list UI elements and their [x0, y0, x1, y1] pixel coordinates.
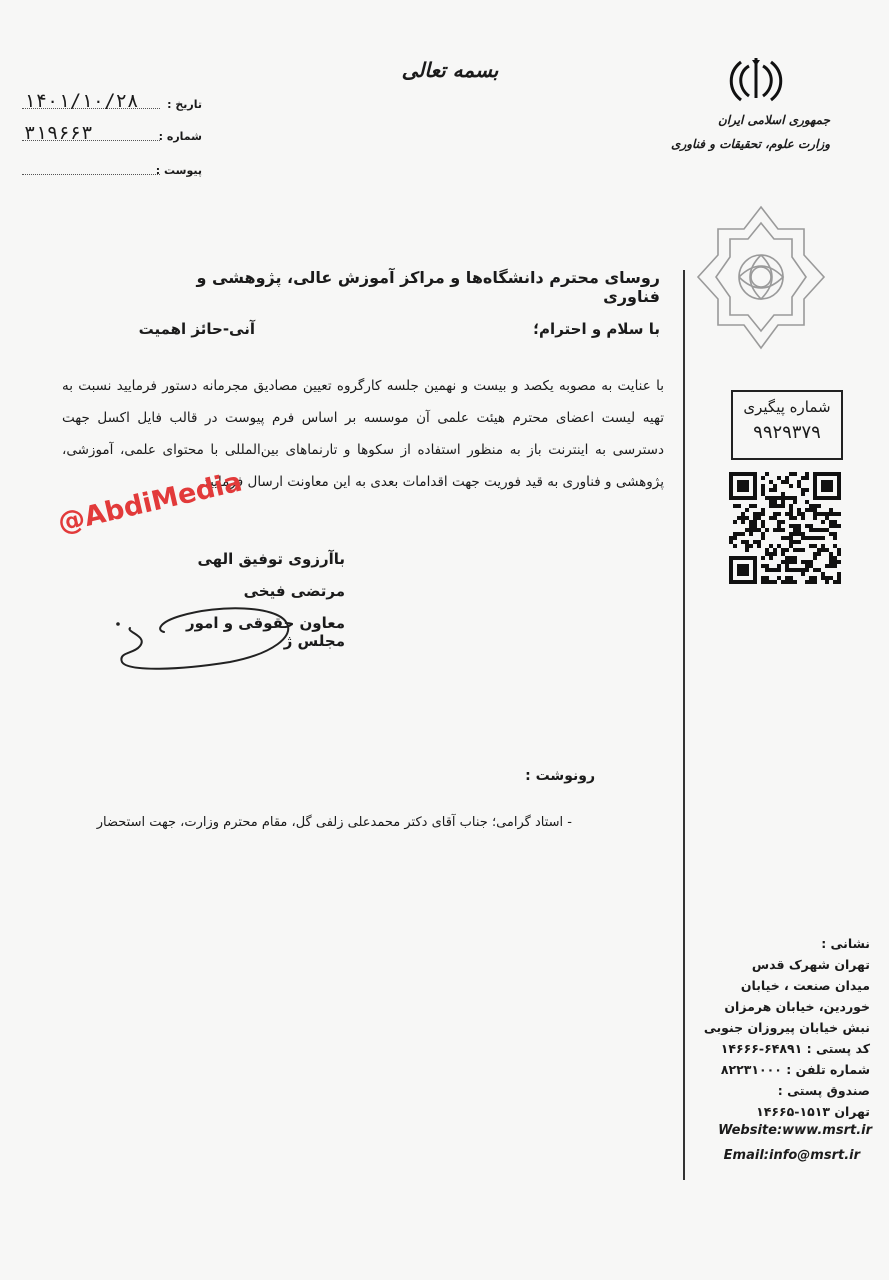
address-line: خوردین، خیابان هرمزان [724, 999, 870, 1014]
greeting: با سلام و احترام؛ [533, 320, 660, 338]
letter-body: با عنایت به مصوبه یکصد و بیست و نهمین جلسه کارگروه تعیین مصادیق مجرمانه دستور فرمایید نسبت به تهیه لیست اعضای محترم هیئت علمی آن موسسه بر اساس فرم پیوست در قالب فایل اکسل جهت دسترسی به اینترنت باز به منظور استفاده از سکوها و تارنماهای بین‌المللی با محتوای علمی، آموزشی، پژوهشی و فناوری به قید فوریت جهت اقدامات بعدی به این معاونت ارسال فرمایید. [62, 378, 664, 490]
tracking-label: شماره پیگیری [743, 398, 831, 416]
vertical-divider [683, 270, 685, 1180]
watermark: @AbdiMedia [55, 466, 245, 539]
address-line: صندوق پستی : [777, 1083, 870, 1098]
attachment-label: پیوست : [155, 164, 202, 177]
email-link[interactable]: Email:info@msrt.ir [723, 1148, 860, 1163]
address-line: شماره تلفن : ۸۲۲۳۱۰۰۰ [720, 1062, 870, 1077]
address-block [690, 933, 870, 1122]
date-label: تاریخ : [167, 98, 202, 111]
address-line: کد پستی : ۶۴۸۹۱-۱۴۶۶۶ [720, 1041, 870, 1056]
number-label: شماره : [158, 130, 202, 143]
number-row [22, 122, 202, 148]
country-name: جمهوری اسلامی ایران [717, 113, 830, 127]
ornament-icon [696, 205, 826, 350]
tracking-number: ۹۹۲۹۳۷۹ [753, 422, 821, 443]
signature-name: مرتضی فیخی [243, 582, 345, 600]
signature-closing: باآرزوی توفیق الهی [197, 550, 345, 568]
ministry-name [650, 108, 830, 156]
number-value: ۳۱۹۶۶۳ [24, 122, 93, 144]
iran-emblem-icon [728, 54, 784, 102]
address-line: تهران شهرک قدس [751, 957, 870, 972]
date-value: ۱۴۰۱/۱۰/۲۸ [24, 90, 139, 112]
handwritten-signature [100, 592, 300, 674]
address-line: میدان صنعت ، خیابان [740, 978, 870, 993]
address-line: نشانی : [821, 936, 870, 951]
website-link[interactable]: Website:www.msrt.ir [718, 1123, 872, 1138]
recipient-line: روسای محترم دانشگاه‌ها و مراکز آموزش عالی، پژوهشی و فناوری [196, 268, 660, 306]
tracking-box [731, 390, 843, 460]
address-line: نبش خیابان پیروزان جنوبی [703, 1020, 870, 1035]
date-row [22, 90, 202, 116]
importance-label: آنی-حائز اهمیت [138, 320, 255, 338]
cc-title: رونوشت : [525, 768, 595, 784]
signature-title: معاون حقوقی و امور مجلس ژ [186, 614, 345, 650]
attachment-dots [22, 174, 160, 175]
address-line: تهران ۱۵۱۳-۱۴۶۶۵ [756, 1104, 870, 1119]
cc-line: - استاد گرامی؛ جناب آقای دکتر محمدعلی زلفی گل، مقام محترم وزارت، جهت استحضار [96, 815, 572, 830]
ministry-title: وزارت علوم، تحقیقات و فناوری [671, 137, 830, 151]
attachment-row [22, 160, 202, 182]
basmala: بسمه تعالی [401, 58, 499, 82]
qr-code-icon [729, 472, 841, 584]
